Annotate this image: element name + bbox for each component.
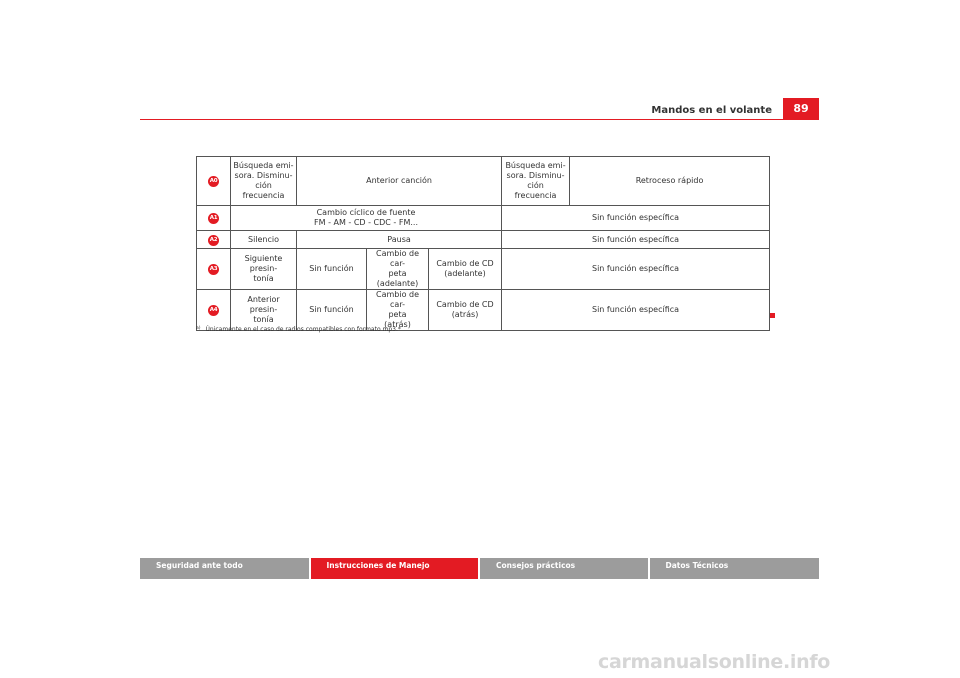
button-reference-badge: A1 — [208, 213, 219, 224]
table-cell — [297, 249, 367, 290]
row-key — [197, 206, 231, 231]
tab-instrucciones-de-manejo[interactable]: Instrucciones de Manejo — [311, 558, 479, 579]
row-key — [197, 249, 231, 290]
table-cell — [231, 249, 297, 290]
footnote — [196, 326, 401, 333]
row-key — [197, 157, 231, 206]
table-row — [197, 231, 770, 249]
cell-text: Pausa — [387, 234, 411, 244]
table-row — [197, 249, 770, 290]
header-divider — [140, 119, 819, 120]
footnote-marker: a) — [196, 326, 201, 331]
table-cell — [367, 249, 429, 290]
cell-text: Sin función específica — [591, 264, 680, 273]
chapter-nav — [140, 558, 819, 579]
cell-text: Silencio — [247, 234, 280, 244]
button-reference-badge: A0 — [208, 176, 219, 187]
table-cell — [231, 290, 297, 331]
cell-text: Sin función específica — [591, 305, 680, 314]
row-key — [197, 231, 231, 249]
cell-text: Cambio cíclico de fuente FM - AM - CD - CDC - FM... — [314, 208, 418, 227]
button-reference-badge: A3 — [208, 264, 219, 275]
cell-text: Sin función específica — [591, 234, 680, 244]
button-reference-badge: A4 — [208, 305, 219, 316]
cell-text: Búsqueda emi- sora. Disminu- ción frecuencia — [505, 161, 566, 200]
table-cell — [429, 290, 502, 331]
table-cell — [570, 157, 770, 206]
table-cell — [231, 231, 297, 249]
cell-text: Retroceso rápido — [635, 176, 704, 185]
table-cell — [231, 206, 502, 231]
table-cell — [502, 290, 770, 331]
table-cell — [297, 157, 502, 206]
table-cell — [297, 231, 502, 249]
cell-text: Cambio de CD (atrás) — [436, 300, 494, 319]
footnote-text: Únicamente en el caso de radios compatibles con formato mp3.* — [205, 326, 401, 333]
table-cell — [502, 206, 770, 231]
section-end-marker — [770, 313, 775, 318]
tab-datos-tecnicos[interactable]: Datos Técnicos — [650, 558, 820, 579]
table-row — [197, 290, 770, 331]
cell-text: Anterior canción — [366, 176, 432, 185]
cell-text: Sin función — [309, 305, 354, 314]
table-cell — [231, 157, 297, 206]
tab-seguridad-ante-todo[interactable]: Seguridad ante todo — [140, 558, 309, 579]
table-cell — [502, 157, 570, 206]
table-cell — [297, 290, 367, 331]
cell-text: Anterior presin- tonía — [247, 295, 280, 324]
table-row — [197, 206, 770, 231]
cell-text: Cambio de car- peta (atrás) — [375, 290, 420, 329]
tab-consejos-practicos[interactable]: Consejos prácticos — [480, 558, 648, 579]
table-cell — [502, 249, 770, 290]
cell-text: Cambio de car- peta (adelante) — [375, 249, 420, 288]
table-cell — [502, 231, 770, 249]
watermark: carmanualsonline.info — [598, 651, 831, 673]
table-cell — [367, 290, 429, 331]
page-section-title: Mandos en el volante — [651, 105, 772, 116]
button-reference-badge: A2 — [208, 235, 219, 246]
page-number: 89 — [783, 98, 819, 120]
steering-controls-table — [196, 156, 770, 331]
table-row — [197, 157, 770, 206]
cell-text: Sin función específica — [591, 213, 680, 222]
cell-text: Sin función — [309, 264, 354, 273]
row-key — [197, 290, 231, 331]
cell-text: Cambio de CD (adelante) — [436, 259, 494, 278]
cell-text: Búsqueda emi- sora. Disminu- ción frecuencia — [233, 161, 294, 200]
table-cell — [429, 249, 502, 290]
cell-text: Siguiente presin- tonía — [244, 254, 283, 283]
